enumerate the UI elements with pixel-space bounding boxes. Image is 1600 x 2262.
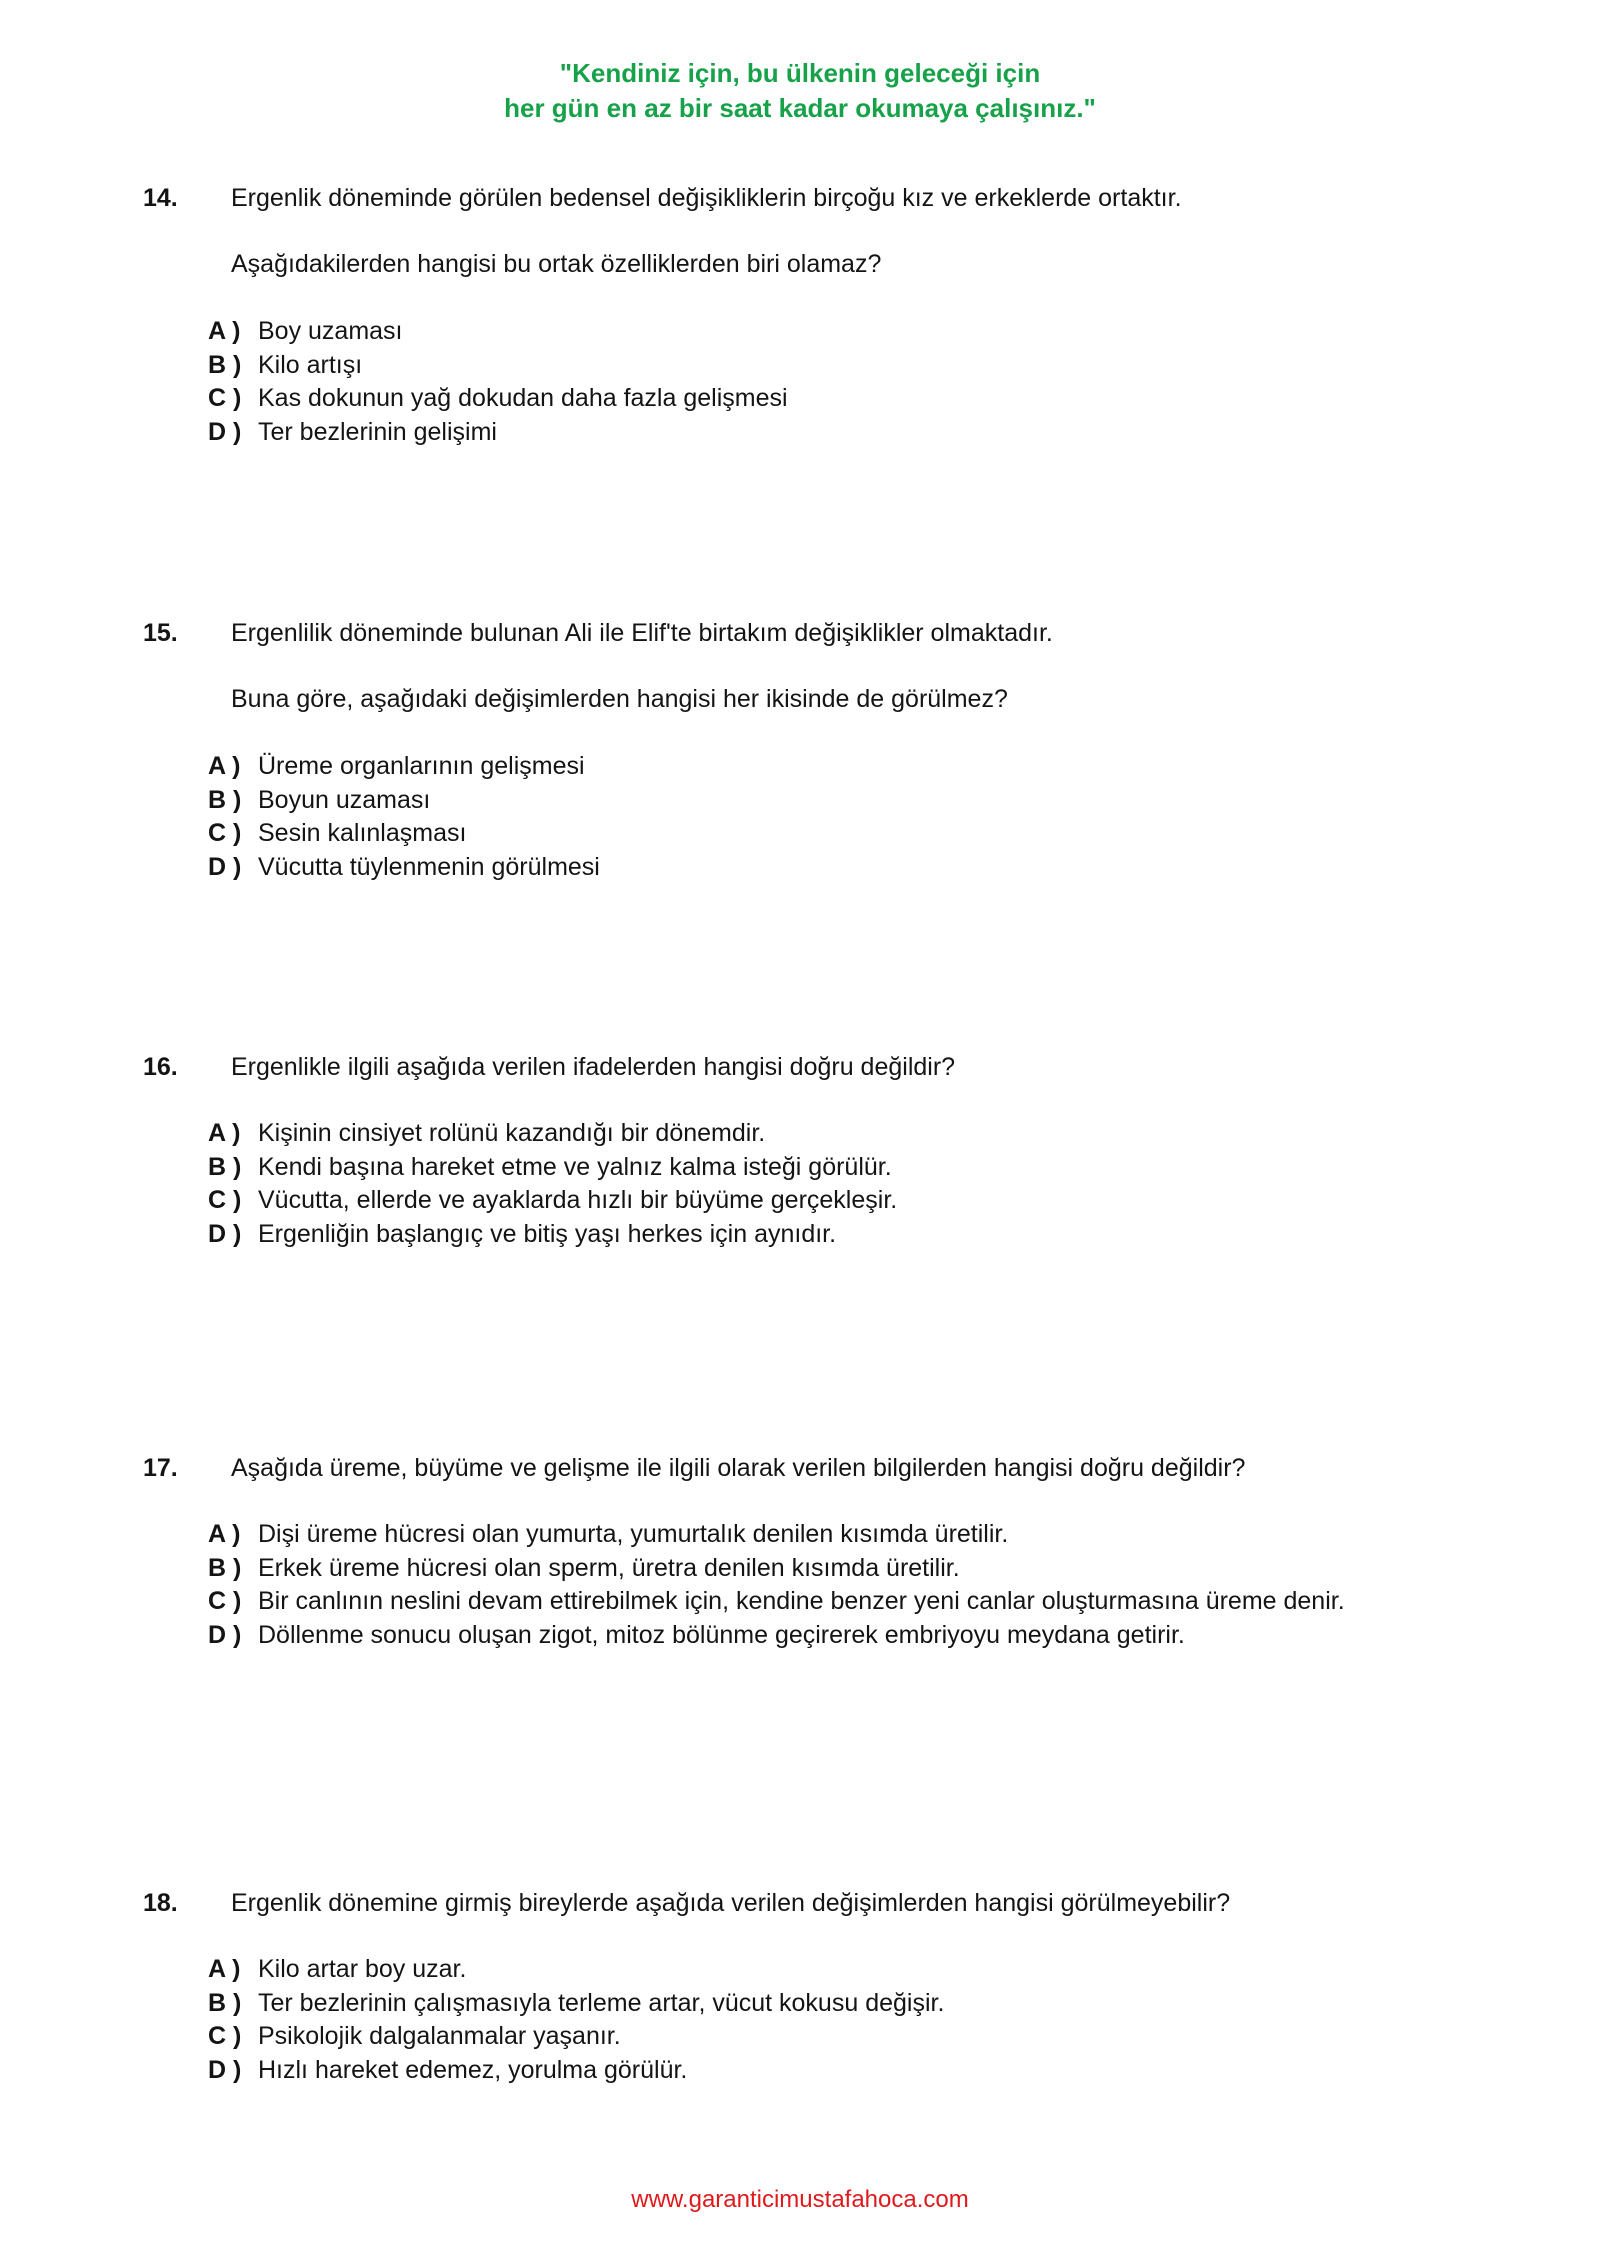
option-text: Kendi başına hareket etme ve yalnız kalma isteği görülür.	[258, 1152, 892, 1181]
option-a[interactable]	[208, 751, 600, 785]
option-c[interactable]	[208, 1185, 897, 1219]
option-text: Kişinin cinsiyet rolünü kazandığı bir dönemdir.	[258, 1119, 766, 1147]
question-text: Aşağıda üreme, büyüme ve gelişme ile ilgili olarak verilen bilgilerden hangisi doğru değildir?	[231, 1454, 1246, 1482]
question-number: 16.	[143, 1053, 178, 1081]
question-number: 14.	[143, 184, 178, 212]
option-text: Hızlı hareket edemez, yorulma görülür.	[258, 2055, 688, 2084]
question-text: Ergenlilik döneminde bulunan Ali ile Elif'te birtakım değişiklikler olmaktadır.	[231, 619, 1053, 647]
question-text: Ergenlikle ilgili aşağıda verilen ifadelerden hangisi doğru değildir?	[231, 1053, 956, 1081]
option-label: B )	[208, 785, 242, 814]
question-text: Ergenlik dönemine girmiş bireylerde aşağıda verilen değişimlerden hangisi görülmeyebilir?	[231, 1889, 1231, 1917]
option-label: C )	[208, 2022, 242, 2050]
option-label: D )	[208, 852, 242, 881]
option-a[interactable]	[208, 316, 788, 350]
option-label: C )	[208, 1587, 242, 1615]
option-a[interactable]	[208, 1118, 897, 1152]
option-text: Erkek üreme hücresi olan sperm, üretra denilen kısımda üretilir.	[258, 1553, 960, 1582]
option-b[interactable]	[208, 1553, 1345, 1587]
answer-options	[208, 1954, 944, 2088]
option-label: C )	[208, 819, 242, 847]
option-text: Ergenliğin başlangıç ve bitiş yaşı herkes için aynıdır.	[258, 1219, 837, 1248]
option-c[interactable]	[208, 1586, 1345, 1620]
option-label: D )	[208, 1219, 242, 1248]
question-number: 15.	[143, 619, 178, 647]
option-label: A )	[208, 752, 241, 780]
question-number: 17.	[143, 1454, 178, 1482]
option-label: C )	[208, 1186, 242, 1214]
option-label: C )	[208, 384, 242, 412]
option-text: Bir canlının neslini devam ettirebilmek için, kendine benzer yeni canlar oluşturmasına üreme denir.	[258, 1587, 1345, 1615]
option-a[interactable]	[208, 1954, 944, 1988]
option-d[interactable]	[208, 852, 600, 886]
option-text: Döllenme sonucu oluşan zigot, mitoz bölünme geçirerek embriyoyu meydana getirir.	[258, 1620, 1185, 1649]
option-d[interactable]	[208, 1219, 897, 1253]
option-text: Boy uzaması	[258, 317, 403, 345]
option-text: Kas dokunun yağ dokudan daha fazla gelişmesi	[258, 384, 788, 412]
option-d[interactable]	[208, 417, 788, 451]
option-label: B )	[208, 350, 242, 379]
question-number: 18.	[143, 1889, 178, 1917]
option-c[interactable]	[208, 818, 600, 852]
option-b[interactable]	[208, 1152, 897, 1186]
answer-options	[208, 751, 600, 885]
option-label: A )	[208, 317, 241, 345]
option-text: Psikolojik dalgalanmalar yaşanır.	[258, 2022, 621, 2050]
option-label: A )	[208, 1520, 241, 1548]
option-text: Kilo artışı	[258, 350, 363, 379]
option-label: D )	[208, 2055, 242, 2084]
option-text: Vücutta, ellerde ve ayaklarda hızlı bir büyüme gerçekleşir.	[258, 1186, 898, 1214]
option-text: Sesin kalınlaşması	[258, 819, 467, 847]
option-label: B )	[208, 1152, 242, 1181]
option-label: D )	[208, 417, 242, 446]
option-text: Kilo artar boy uzar.	[258, 1955, 467, 1983]
question-subtext: Aşağıdakilerden hangisi bu ortak özelliklerden biri olamaz?	[231, 250, 882, 278]
option-label: A )	[208, 1119, 241, 1147]
option-text: Dişi üreme hücresi olan yumurta, yumurtalık denilen kısımda üretilir.	[258, 1520, 1009, 1548]
option-d[interactable]	[208, 2055, 944, 2089]
option-b[interactable]	[208, 350, 788, 384]
option-text: Boyun uzaması	[258, 785, 431, 814]
option-label: A )	[208, 1955, 241, 1983]
website-footer-link[interactable]: www.garanticimustafahoca.com	[631, 2186, 969, 2213]
option-text: Ter bezlerinin gelişimi	[258, 417, 497, 446]
option-label: B )	[208, 1553, 242, 1582]
quote-line-2: her gün en az bir saat kadar okumaya çalışınız."	[504, 93, 1096, 123]
motivational-quote-header	[0, 56, 1600, 126]
option-text: Üreme organlarının gelişmesi	[258, 752, 585, 780]
answer-options	[208, 1519, 1345, 1653]
option-b[interactable]	[208, 1988, 944, 2022]
question-subtext: Buna göre, aşağıdaki değişimlerden hangisi her ikisinde de görülmez?	[231, 685, 1008, 713]
answer-options	[208, 1118, 897, 1252]
option-a[interactable]	[208, 1519, 1345, 1553]
option-label: B )	[208, 1988, 242, 2017]
option-b[interactable]	[208, 785, 600, 819]
quote-line-1: "Kendiniz için, bu ülkenin geleceği için	[559, 58, 1041, 88]
option-text: Ter bezlerinin çalışmasıyla terleme artar, vücut kokusu değişir.	[258, 1988, 945, 2017]
option-label: D )	[208, 1620, 242, 1649]
option-d[interactable]	[208, 1620, 1345, 1654]
option-text: Vücutta tüylenmenin görülmesi	[258, 852, 600, 881]
question-text: Ergenlik döneminde görülen bedensel değişikliklerin birçoğu kız ve erkeklerde ortaktır.	[231, 184, 1182, 212]
answer-options	[208, 316, 788, 450]
option-c[interactable]	[208, 2021, 944, 2055]
option-c[interactable]	[208, 383, 788, 417]
